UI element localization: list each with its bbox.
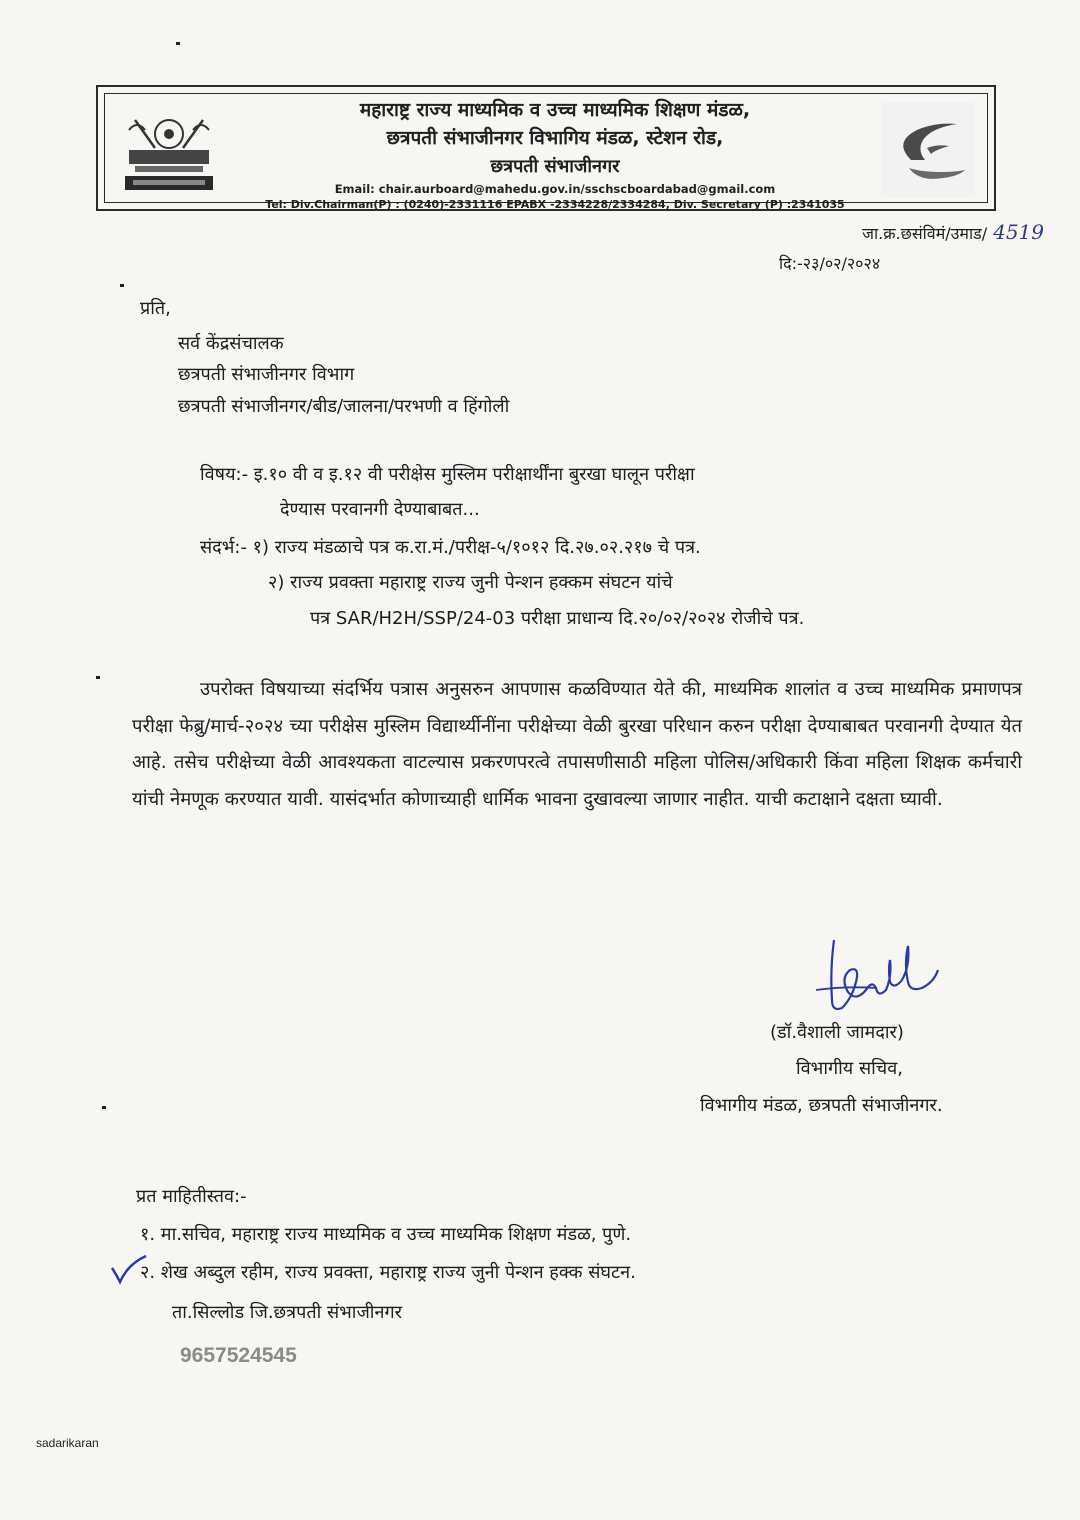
speck: [176, 42, 180, 45]
reference-number-handwritten: 4519: [993, 220, 1044, 244]
signatory-designation: विभागीय सचिव,: [796, 1058, 903, 1079]
letterhead-title: महाराष्ट्र राज्य माध्यमिक व उच्च माध्यमिक शिक्षण मंडळ,: [359, 99, 751, 121]
signatory-office: विभागीय मंडळ, छत्रपती संभाजीनगर.: [700, 1095, 943, 1116]
body-paragraph: [132, 672, 1022, 818]
reference-number: [862, 220, 1044, 244]
speck: [96, 676, 100, 679]
subject-line-1: विषय:- इ.१० वी व इ.१२ वी परीक्षेस मुस्लिम परीक्षार्थींना बुरखा घालून परीक्षा: [200, 464, 695, 485]
letterhead-tel: Tel: Div.Chairman(P) : (0240)-2331116 EPABX -2334228/2334284, Div. Secretary (P) :2341035: [265, 198, 845, 211]
copy-item-1: १. मा.सचिव, महाराष्ट्र राज्य माध्यमिक व उच्च माध्यमिक शिक्षण मंडळ, पुणे.: [140, 1224, 632, 1245]
letterhead: [96, 85, 996, 211]
reference-item-1: संदर्भ:- १) राज्य मंडळाचे पत्र क.रा.मं./परीक्ष-५/१०१२ दि.२७.०२.२१७ चे पत्र.: [200, 537, 701, 558]
letterhead-city: छत्रपती संभाजीनगर: [490, 156, 620, 177]
phone-number: 9657524545: [180, 1344, 297, 1367]
watermark-text: sadarikaran: [36, 1436, 99, 1450]
subject-line-2: देण्यास परवानगी देण्याबाबत...: [280, 499, 480, 520]
letterhead-email: Email: chair.aurboard@mahedu.gov.in/sschscboardabad@gmail.com: [334, 182, 776, 196]
copies-heading: प्रत माहितीस्तव:-: [136, 1186, 247, 1207]
recipient-line-3: छत्रपती संभाजीनगर/बीड/जालना/परभणी व हिंगोली: [178, 396, 510, 417]
letterhead-frame: [104, 93, 988, 211]
reference-item-2-cont: पत्र SAR/H2H/SSP/24-03 परीक्षा प्राधान्य दि.२०/०२/२०२४ रोजीचे पत्र.: [310, 608, 805, 629]
speck: [102, 1106, 106, 1109]
reference-number-prefix: जा.क्र.छसंविमं/उमाड/: [862, 224, 988, 243]
letterhead-subtitle: छत्रपती संभाजीनगर विभागिय मंडळ, स्टेशन रोड,: [386, 127, 724, 149]
reference-item-2: २) राज्य प्रवक्ता महाराष्ट्र राज्य जुनी पेन्शन हक्कम संघटन यांचे: [268, 572, 673, 593]
speck: [120, 284, 124, 287]
letter-date: दि:-२३/०२/२०२४: [779, 254, 881, 273]
copy-item-2: २. शेख अब्दुल रहीम, राज्य प्रवक्ता, महाराष्ट्र राज्य जुनी पेन्शन हक्क संघटन.: [140, 1262, 636, 1283]
body-text: उपरोक्त विषयाच्या संदर्भिय पत्रास अनुसरुन आपणास कळविण्यात येते की, माध्यमिक शालांत व उच्च माध्यमिक प्रमाणपत्र परीक्षा फेब्रु/मार्च-२०२४ च्या परीक्षेस मुस्लिम विद्यार्थ्यीनींना परीक्षेच्या वेळी बुरखा परिधान करुन परीक्षा देण्याबाबत परवानगी देण्यात येत आहे. तसेच परीक्षेच्या वेळी आवश्यकता वाटल्यास प्रकरणपरत्वे तपासणीसाठी महिला पोलिस/अधिकारी किंवा महिला शिक्षक कर्मचारी यांची नेमणूक करण्यात यावी. यासंदर्भात कोणाच्याही धार्मिक भावना दुखावल्या जाणार नाहीत. याची कटाक्षाने दक्षता घ्यावी.: [132, 679, 1022, 810]
copy-item-2-address: ता.सिल्लोड जि.छत्रपती संभाजीनगर: [172, 1302, 402, 1323]
salutation: प्रति,: [140, 298, 171, 319]
recipient-line-2: छत्रपती संभाजीनगर विभाग: [178, 364, 355, 385]
signatory-name: (डॉ.वैशाली जामदार): [770, 1022, 904, 1043]
recipient-line-1: सर्व केंद्रसंचालक: [178, 333, 284, 354]
